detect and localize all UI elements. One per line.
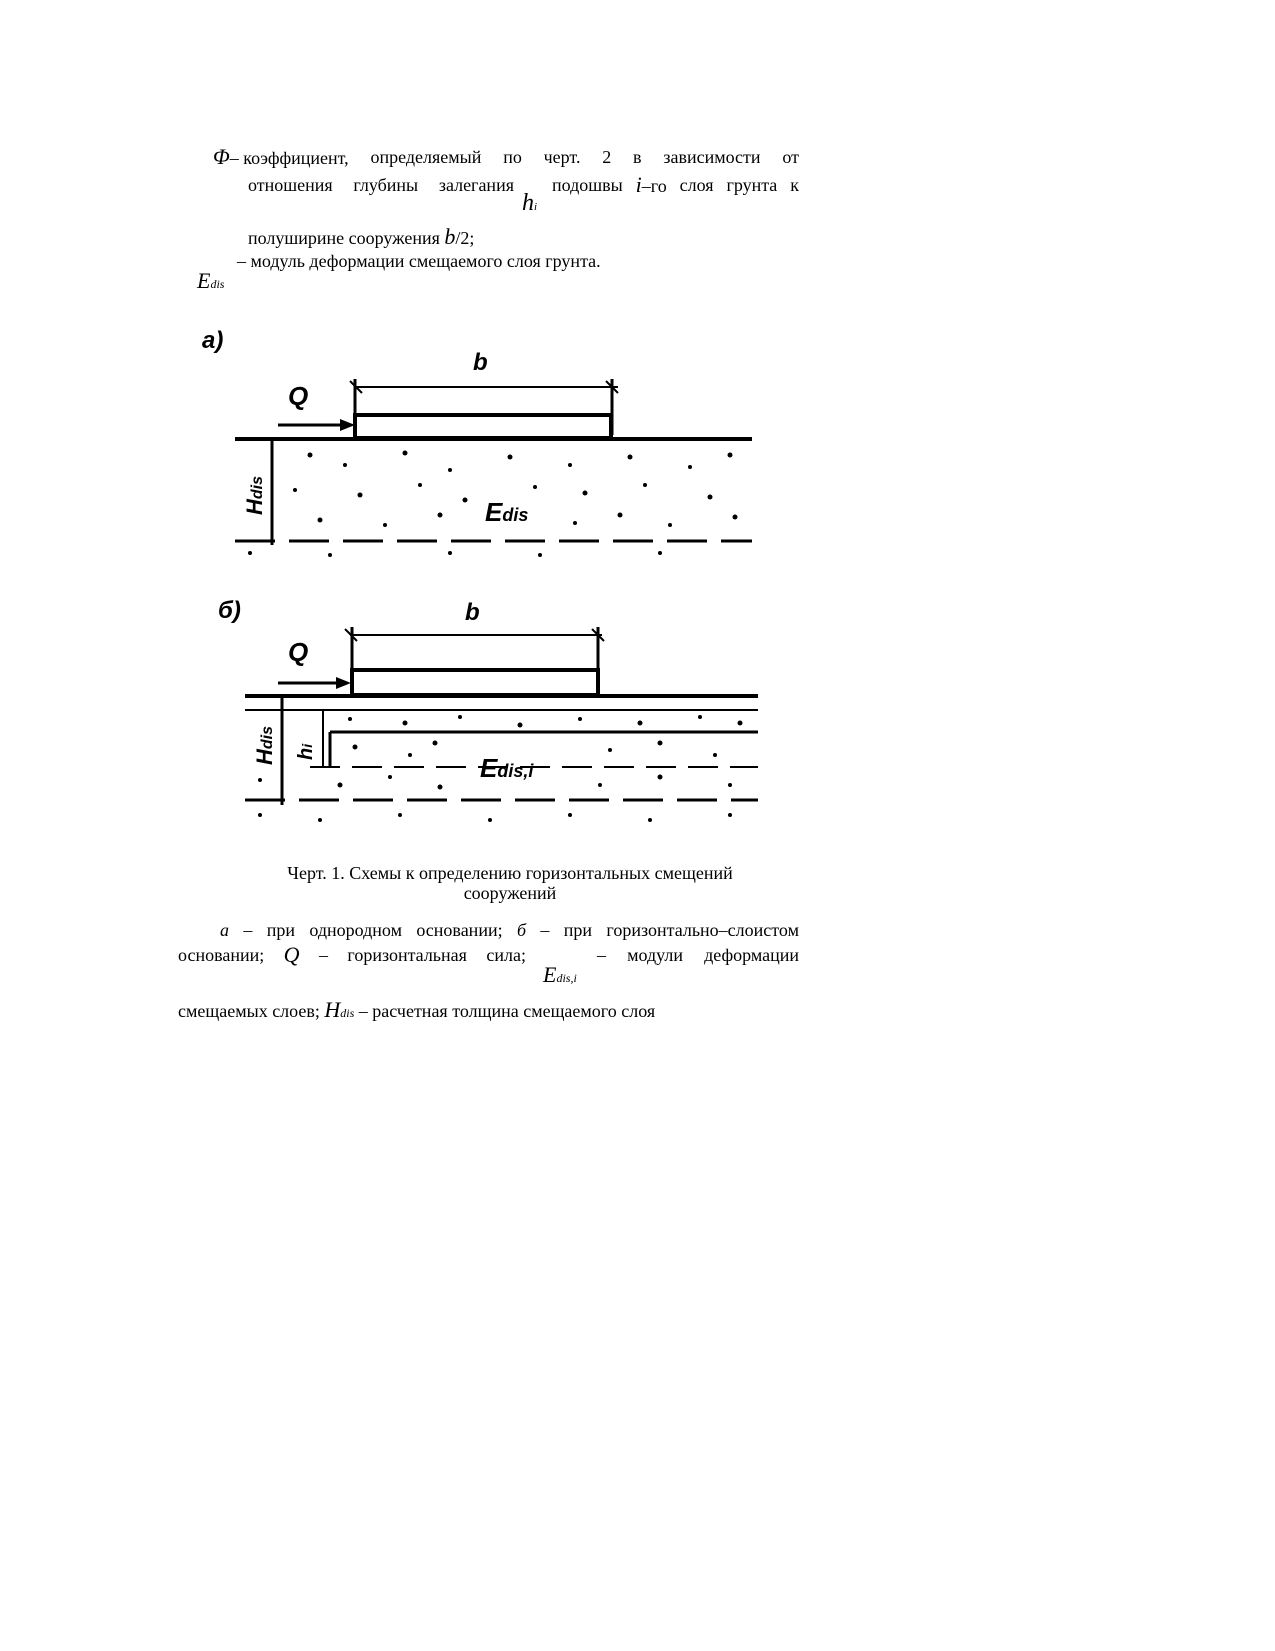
scheme-a-label: а) — [202, 327, 224, 354]
force-label-b: Q — [288, 637, 309, 667]
phi-symbol: Φ — [213, 144, 230, 169]
i-symbol: i — [635, 172, 642, 197]
legend-line1: а – при однородном основании; б – при горизонтально–слоистом — [220, 920, 799, 940]
thickness-label-b: Hdis — [252, 725, 277, 765]
definition-e-line: – модуль деформации смещаемого слоя грунта. — [237, 251, 601, 271]
width-label-b: b — [465, 599, 480, 626]
h-i-symbol: hi — [522, 190, 538, 216]
scheme-a — [202, 327, 752, 557]
scheme-b-label: б) — [218, 597, 241, 624]
definition-phi-line1: Φ– коэффициент, определяемый по черт. 2 в зависимости от — [213, 144, 799, 169]
legend-line2b: – модули деформации — [597, 945, 799, 965]
modulus-label-a: Edis — [485, 497, 529, 527]
h-dis-symbol: H — [324, 997, 341, 1022]
thickness-label-a: Hdis — [242, 475, 267, 515]
e-dis-i-symbol: Edis,i — [543, 962, 577, 987]
scheme-b — [218, 597, 758, 822]
layer-depth-label: hi — [295, 743, 317, 760]
b-symbol: b — [444, 224, 456, 249]
e-dis-symbol: Edis — [197, 268, 225, 293]
definition-phi-line3: полуширине сооружения b/2; — [248, 224, 475, 249]
q-symbol: Q — [283, 942, 300, 967]
figure-caption: Черт. 1. Схемы к определению горизонтальных смещений сооружений — [287, 863, 733, 903]
definition-phi-line2b: подошвы i–го слоя грунта к — [552, 172, 799, 197]
legend-line3: смещаемых слоев; Hdis – расчетная толщина смещаемого слоя — [178, 997, 656, 1022]
force-label-a: Q — [288, 381, 309, 411]
modulus-label-b: Edis,i — [480, 753, 534, 783]
legend-line2a: основании; Q – горизонтальная сила; — [178, 942, 526, 967]
figure-schemes — [190, 315, 770, 835]
width-label-a: b — [473, 349, 488, 376]
definition-phi-line2a: отношения глубины залегания — [248, 175, 514, 195]
